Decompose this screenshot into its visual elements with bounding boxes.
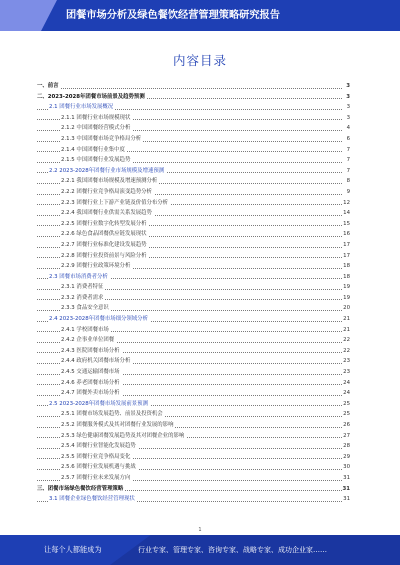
toc-entry[interactable]: [37, 145, 350, 156]
toc-entry-label: 2.4.6 养老团餐市场分析: [61, 378, 122, 389]
toc-entry[interactable]: [37, 251, 350, 262]
toc-entry-page: 12: [342, 198, 350, 209]
toc-entry[interactable]: [37, 155, 350, 166]
toc-entry-label: 2.2 2023-2028年团餐行业市场规模及增速预测: [49, 166, 166, 177]
toc-entry-page: 18: [342, 261, 350, 272]
toc-entry-page: 31: [342, 484, 350, 495]
toc-entry[interactable]: [37, 431, 350, 442]
toc-entry[interactable]: [37, 452, 350, 463]
toc-entry-page: 3: [342, 92, 350, 103]
toc-entry[interactable]: [37, 229, 350, 240]
toc-entry-page: 22: [342, 346, 350, 357]
toc-entry-page: 23: [342, 356, 350, 367]
toc-entry-page: 27: [342, 431, 350, 442]
toc-entry-label: 2.3.1 消费者特征: [61, 282, 105, 293]
toc-entry[interactable]: [37, 325, 350, 336]
footer-slogan-left: 让每个人都能成为: [44, 545, 102, 554]
toc-entry-page: 8: [342, 176, 350, 187]
toc-entry-page: 24: [342, 388, 350, 399]
toc-entry-label: 2.3.2 消费者需求: [61, 293, 105, 304]
toc-entry-label: 2.2.8 团餐行业投资前景与风险分析: [61, 251, 149, 262]
toc-entry[interactable]: [37, 473, 350, 484]
header-bar: [0, 0, 400, 31]
toc-entry[interactable]: [37, 187, 350, 198]
page-number: 1: [198, 527, 202, 533]
toc-entry-label: 2.1.4 中国团餐行业集中度: [61, 145, 127, 156]
toc-entry-page: 17: [342, 240, 350, 251]
toc-entry[interactable]: [37, 494, 350, 505]
toc-entry[interactable]: [37, 462, 350, 473]
header-accent: [0, 0, 57, 31]
toc-entry-page: 19: [342, 293, 350, 304]
toc-entry-label: 2.1.1 团餐行业市场规模现状: [61, 113, 132, 124]
toc-entry[interactable]: [37, 113, 350, 124]
toc-entry-label: 2.4.1 学校团餐市场: [61, 325, 111, 336]
toc-entry-page: 18: [342, 272, 350, 283]
toc-entry[interactable]: [37, 208, 350, 219]
toc-entry-label: 2.1.5 中国团餐行业发展趋势: [61, 155, 132, 166]
toc-entry-label: 2.4.3 医院团餐市场分析: [61, 346, 122, 357]
toc-entry[interactable]: [37, 123, 350, 134]
toc-entry-label: 2.5.6 团餐行业发展机遇与挑战: [61, 462, 138, 473]
toc-entry-label: 2.5.3 绿色健康团餐发展趋势及其对团餐企业的影响: [61, 431, 186, 442]
toc-entry[interactable]: [37, 441, 350, 452]
toc-entry-label: 三、团餐市场绿色餐饮经营管理策略: [37, 484, 125, 495]
toc-entry-label: 2.5.5 团餐行业竞争格局变化: [61, 452, 132, 463]
toc-entry-label: 2.2.6 绿色食品团餐供应链发展现状: [61, 229, 149, 240]
toc-entry[interactable]: [37, 92, 350, 103]
toc-entry[interactable]: [37, 272, 350, 283]
toc-entry-label: 2.4.4 政府机关团餐市场分析: [61, 356, 132, 367]
toc-entry-page: 24: [342, 378, 350, 389]
toc-entry[interactable]: [37, 293, 350, 304]
toc-entry-page: 7: [342, 145, 350, 156]
toc-entry-page: 3: [342, 81, 350, 92]
toc-entry-page: 4: [342, 123, 350, 134]
toc-entry-page: 22: [342, 335, 350, 346]
toc-entry-label: 2.3 团餐市场消费者分析: [49, 272, 110, 283]
toc-entry-page: 20: [342, 303, 350, 314]
toc-entry-label: 一、前言: [37, 81, 61, 92]
toc-entry-page: 31: [342, 473, 350, 484]
toc-entry-page: 19: [342, 282, 350, 293]
toc-entry-page: 3: [342, 102, 350, 113]
toc-entry-label: 2.2.3 团餐行业上下游产业链及价值分布分析: [61, 198, 170, 209]
toc-entry-page: 14: [342, 208, 350, 219]
toc-entry[interactable]: [37, 176, 350, 187]
toc-entry-page: 23: [342, 367, 350, 378]
toc-entry-label: 2.5.4 团餐行业智能化发展趋势: [61, 441, 138, 452]
toc-entry-label: 2.2.4 我国团餐行业供需关系发展趋势: [61, 208, 154, 219]
toc-entry-page: 3: [342, 113, 350, 124]
toc-entry[interactable]: [37, 282, 350, 293]
toc-entry-page: 16: [342, 229, 350, 240]
toc-entry-label: 2.4.2 企事业单位团餐: [61, 335, 116, 346]
toc-entry-page: 31: [342, 494, 350, 505]
toc-entry-page: 29: [342, 452, 350, 463]
toc-entry-page: 9: [342, 187, 350, 198]
toc-entry[interactable]: [37, 303, 350, 314]
toc-entry[interactable]: [37, 240, 350, 251]
report-title: 团餐市场分析及绿色餐饮经营管理策略研究报告: [66, 10, 280, 21]
toc-entry-label: 2.1.2 中国团餐经营模式分析: [61, 123, 132, 134]
toc-entry-label: 2.5.7 团餐行业未来发展方向: [61, 473, 132, 484]
toc-entry[interactable]: [37, 378, 350, 389]
table-of-contents: [37, 81, 350, 529]
toc-entry-label: 2.1.3 中国团餐市场竞争格局分析: [61, 134, 143, 145]
toc-entry-page: 25: [342, 399, 350, 410]
toc-entry-label: 2.2.2 团餐行业竞争格局演变趋势分析: [61, 187, 154, 198]
toc-entry-label: 3.1 团餐企业绿色餐饮经营管理现状: [49, 494, 137, 505]
toc-entry[interactable]: [37, 399, 350, 410]
toc-entry[interactable]: [37, 134, 350, 145]
toc-entry-label: 二、2023-2028年团餐市场前景及趋势预测: [37, 92, 147, 103]
toc-entry-label: 2.3.3 食品安全意识: [61, 303, 111, 314]
footer-slogan-right: 行业专家、管理专家、咨询专家、战略专家、成功企业家……: [138, 546, 327, 554]
toc-entry-page: 28: [342, 441, 350, 452]
toc-heading: 内容目录: [172, 53, 227, 68]
footer-bar: [0, 535, 400, 565]
toc-entry[interactable]: [37, 102, 350, 113]
toc-entry[interactable]: [37, 219, 350, 230]
toc-entry-label: 2.1 团餐行业市场发展概况: [49, 102, 115, 113]
toc-entry[interactable]: [37, 166, 350, 177]
toc-entry-label: 2.5.1 团餐市场发展趋势、前景及投资机会: [61, 409, 165, 420]
toc-entry[interactable]: [37, 367, 350, 378]
toc-entry[interactable]: [37, 346, 350, 357]
toc-entry-label: 2.2.5 团餐行业数字化转型发展分析: [61, 219, 149, 230]
toc-entry-label: 2.4 2023-2028年团餐市场细分领域分析: [49, 314, 150, 325]
toc-entry[interactable]: [37, 484, 350, 495]
toc-entry-page: 26: [342, 420, 350, 431]
toc-entry-page: 17: [342, 251, 350, 262]
toc-entry[interactable]: [37, 409, 350, 420]
toc-entry[interactable]: [37, 420, 350, 431]
toc-entry-page: 7: [342, 155, 350, 166]
toc-entry-label: 2.4.7 团餐外卖市场分析: [61, 388, 122, 399]
toc-entry-page: 21: [342, 314, 350, 325]
toc-entry-label: 2.2.9 团餐行业政策环境分析: [61, 261, 132, 272]
toc-entry-label: 2.2.1 我国团餐市场规模及增速预测分析: [61, 176, 159, 187]
toc-entry[interactable]: [37, 314, 350, 325]
toc-entry[interactable]: [37, 261, 350, 272]
toc-entry[interactable]: [37, 81, 350, 92]
toc-entry-page: 21: [342, 325, 350, 336]
toc-entry-label: 2.4.5 交通运输团餐市场: [61, 367, 122, 378]
toc-entry-label: 2.2.7 团餐行业标准化建设发展趋势: [61, 240, 149, 251]
toc-entry[interactable]: [37, 198, 350, 209]
toc-entry-page: 15: [342, 219, 350, 230]
toc-leader-dots: [37, 88, 342, 89]
toc-entry[interactable]: [37, 356, 350, 367]
toc-entry-label: 2.5 2023-2028年团餐市场发展前景预测: [49, 399, 150, 410]
toc-entry[interactable]: [37, 388, 350, 399]
toc-entry-label: 2.5.2 团餐服务模式及其对团餐行业发展的影响: [61, 420, 175, 431]
toc-entry-page: 7: [342, 166, 350, 177]
toc-entry-page: 6: [342, 134, 350, 145]
toc-entry[interactable]: [37, 335, 350, 346]
toc-entry-page: 30: [342, 462, 350, 473]
toc-entry-page: 25: [342, 409, 350, 420]
